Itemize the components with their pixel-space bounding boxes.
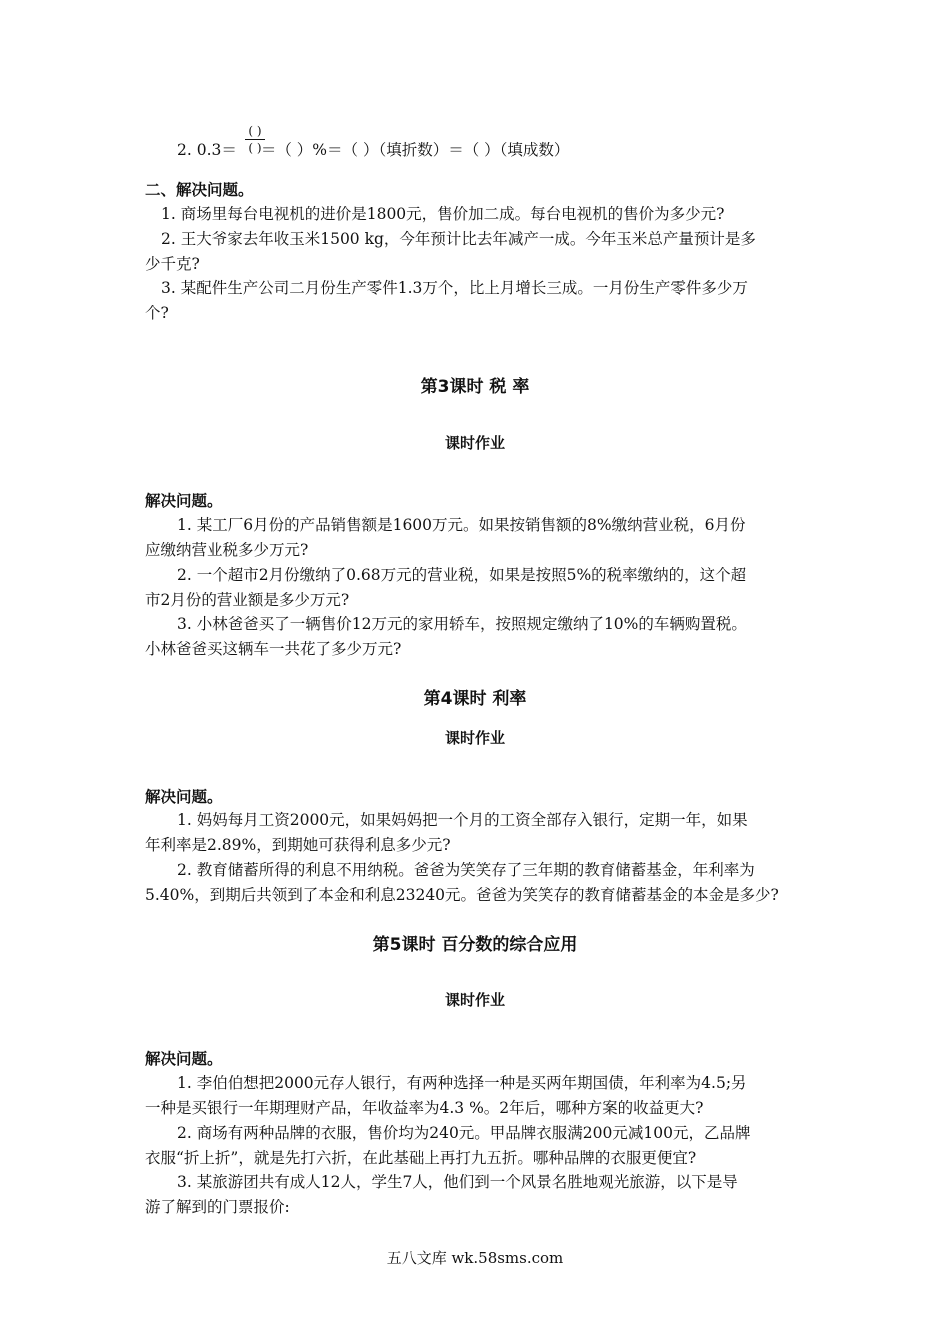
l5-q3-line1: 3. 某旅游团共有成人12人，学生7人，他们到一个风景名胜地观光旅游，以下是导 <box>177 1173 738 1191</box>
l4-q1-line2: 年利率是2.89%，到期她可获得利息多少元? <box>145 836 451 854</box>
s2-q1: 1. 商场里每台电视机的进价是1800元，售价加二成。每台电视机的售价为多少元? <box>161 205 725 223</box>
lesson4-title: 第4课时 利率 <box>423 689 527 709</box>
lesson5-title: 第5课时 百分数的综合应用 <box>372 935 578 955</box>
lesson4-subtitle: 课时作业 <box>444 729 505 747</box>
section-heading: 二、解决问题。 <box>145 181 254 199</box>
fraction-bar <box>245 139 265 140</box>
s2-q3-line1: 3. 某配件生产公司二月份生产零件1.3万个，比上月增长三成。一月份生产零件多少万 <box>161 279 748 297</box>
l4-q2-line2: 5.40%，到期后共领到了本金和利息23240元。爸爸为笑笑存的教育储蓄基金的本金是多少? <box>145 886 779 904</box>
s2-q2-line1: 2. 王大爷家去年收玉米1500 kg，今年预计比去年减产一成。今年玉米总产量预计是多 <box>161 230 756 248</box>
l4-q1-line1: 1. 妈妈每月工资2000元，如果妈妈把一个月的工资全部存入银行，定期一年，如果 <box>177 811 748 829</box>
lesson3-title: 第3课时 税 率 <box>420 377 530 397</box>
l3-q1-line2: 应缴纳营业税多少万元? <box>145 541 309 559</box>
lesson3-heading: 解决问题。 <box>145 492 223 510</box>
q2-prefix: 2. 0.3＝ <box>177 141 237 159</box>
lesson5-subtitle: 课时作业 <box>444 991 505 1009</box>
lesson3-subtitle: 课时作业 <box>444 434 505 452</box>
fraction-numerator: ( ) <box>248 124 262 138</box>
l4-q2-line1: 2. 教育储蓄所得的利息不用纳税。爸爸为笑笑存了三年期的教育储蓄基金，年利率为 <box>177 861 755 879</box>
lesson5-heading: 解决问题。 <box>145 1050 223 1068</box>
fraction-denominator: ( ) <box>248 141 262 155</box>
l3-q3-line2: 小林爸爸买这辆车一共花了多少万元? <box>145 640 402 658</box>
l5-q2-line1: 2. 商场有两种品牌的衣服，售价均为240元。甲品牌衣服满200元减100元，乙品牌 <box>177 1124 751 1142</box>
l5-q3-line2: 游了解到的门票报价: <box>145 1198 290 1216</box>
l5-q1-line1: 1. 李伯伯想把2000元存人银行，有两种选择一种是买两年期国债，年利率为4.5;另 <box>177 1074 747 1092</box>
l5-q2-line2: 衣服“折上折”，就是先打六折，在此基础上再打九五折。哪种品牌的衣服更便宜? <box>145 1149 697 1167</box>
l3-q2-line2: 市2月份的营业额是多少万元? <box>145 591 350 609</box>
l3-q2-line1: 2. 一个超市2月份缴纳了0.68万元的营业税，如果是按照5%的税率缴纳的，这个超 <box>177 566 747 584</box>
s2-q2-line2: 少千克? <box>145 255 200 273</box>
fraction <box>243 124 267 155</box>
l3-q3-line1: 3. 小林爸爸买了一辆售价12万元的家用轿车，按照规定缴纳了10%的车辆购置税。 <box>177 615 747 633</box>
q2-rest: ＝（ ）%＝（ ）（填折数）＝（ ）（填成数） <box>260 141 570 159</box>
lesson4-heading: 解决问题。 <box>145 788 223 806</box>
l3-q1-line1: 1. 某工厂6月份的产品销售额是1600万元。如果按销售额的8%缴纳营业税，6月份 <box>177 516 746 534</box>
s2-q3-line2: 个? <box>145 304 169 322</box>
footer-watermark: 五八文库 wk.58sms.com <box>386 1249 564 1267</box>
l5-q1-line2: 一种是买银行一年期理财产品，年收益率为4.3 %。2年后，哪种方案的收益更大? <box>145 1099 704 1117</box>
